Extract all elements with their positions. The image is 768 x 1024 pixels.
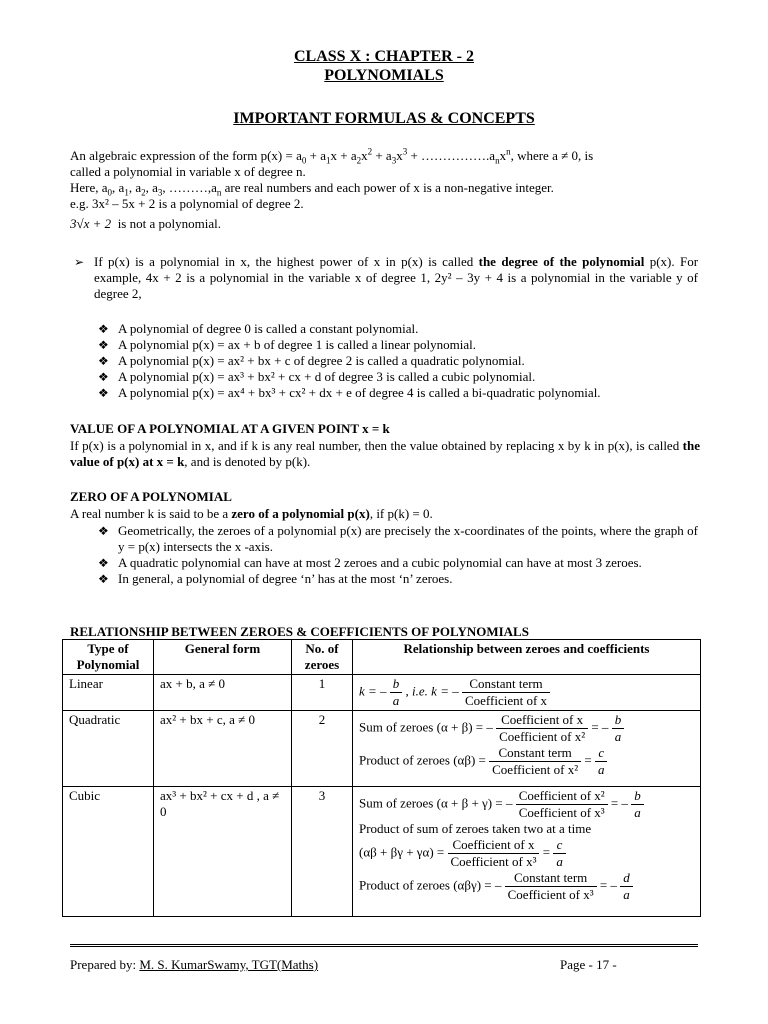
diamond-bullet-icon: ❖ xyxy=(98,572,109,586)
list-item: ❖ A quadratic polynomial can have at most 2 zeroes and a cubic polynomial can have at most 3 zeroes. xyxy=(98,555,642,570)
table-row: Linear ax + b, a ≠ 0 1 k = – $\frac{b}{a}$ , i.e. k = – $\frac{\text{Constant term}}{\text{Coefficient of x}}$ xyxy=(63,675,701,711)
list-item: ❖ In general, a polynomial of degree ‘n’ has at the most ‘n’ zeroes. xyxy=(98,571,453,586)
intro-line-1: An algebraic expression of the form $p(x) = a_0 + a_1x + a_2x^2 + a_3x^3$ + $\dots\dots\dots\dots\dots.a_nx^n$, where a ≠ 0, is xyxy=(70,146,594,166)
list-item: ❖ A polynomial p(x) = ax + b of degree 1 is called a linear polynomial. xyxy=(98,337,476,352)
diamond-bullet-icon: ❖ xyxy=(98,386,109,400)
sqrt-expression: 3√x + 2 xyxy=(70,216,112,231)
intro-line-2: called a polynomial in variable x of degree n. xyxy=(70,164,306,179)
chapter-title: POLYNOMIALS xyxy=(324,67,444,84)
diamond-bullet-icon: ❖ xyxy=(98,354,109,368)
col-relationship: Relationship between zeroes and coefficients xyxy=(353,640,701,675)
relationship-table xyxy=(62,639,701,917)
degree-paragraph: ➢ If p(x) is a polynomial in x, the highest power of x in p(x) is called the degree of the polynomial p(x). For example, 4x + 2 is a polynomial in the variable x of degree 1, 2y² – 3y + 4 is a polynomial in the variable y of degree 2, xyxy=(74,254,699,301)
page-title: CLASS X : CHAPTER - 2 xyxy=(293,48,474,65)
section-title: IMPORTANT FORMULAS & CONCEPTS xyxy=(233,110,535,127)
diamond-bullet-icon: ❖ xyxy=(98,322,109,336)
zero-list xyxy=(98,523,698,587)
diamond-bullet-icon: ❖ xyxy=(98,338,109,352)
author-name: M. S. KumarSwamy, TGT(Maths) xyxy=(139,957,319,972)
value-heading: VALUE OF A POLYNOMIAL AT A GIVEN POINT x = k xyxy=(70,421,390,436)
list-item: ❖ A polynomial p(x) = ax³ + bx² + cx + d of degree 3 is called a cubic polynomial. xyxy=(98,369,536,384)
list-item: ❖ Geometrically, the zeroes of a polynomial p(x) are precisely the x-coordinates of the points, where the graph of y = p(x) intersects the x -axis. xyxy=(98,523,698,554)
footer-prepared: Prepared by: M. S. KumarSwamy, TGT(Maths) xyxy=(70,957,319,972)
degree-list xyxy=(98,321,708,401)
col-form: General form xyxy=(154,640,292,675)
col-type: Type of Polynomial xyxy=(63,640,154,675)
diamond-bullet-icon: ❖ xyxy=(98,370,109,384)
page-number: Page - 17 - xyxy=(560,957,617,972)
arrow-bullet-icon: ➢ xyxy=(74,255,85,269)
zero-definition: A real number k is said to be a zero of a polynomial p(x), if p(k) = 0. xyxy=(70,506,433,521)
zero-heading: ZERO OF A POLYNOMIAL xyxy=(70,489,232,504)
relationship-heading: RELATIONSHIP BETWEEN ZEROES & COEFFICIENTS OF POLYNOMIALS xyxy=(70,624,529,639)
intro-line-3: Here, $a_0$, $a_1$, $a_2$, $a_3$, $\dots\dots\dots,a_n$ are real numbers and each power of x is a non-negative integer. xyxy=(70,180,554,198)
intro-line-4: e.g. 3x² – 5x + 2 is a polynomial of degree 2. xyxy=(70,196,304,211)
intro-paragraph xyxy=(70,148,700,232)
col-zeroes: No. of zeroes xyxy=(292,640,353,675)
list-item: ❖ A polynomial p(x) = ax² + bx + c of degree 2 is called a quadratic polynomial. xyxy=(98,353,525,368)
list-item: ❖ A polynomial p(x) = ax⁴ + bx³ + cx² + dx + e of degree 4 is called a bi-quadratic polynomial. xyxy=(98,385,601,400)
diamond-bullet-icon: ❖ xyxy=(98,524,109,538)
value-paragraph: If p(x) is a polynomial in x, and if k is any real number, then the value obtained by replacing x by k in p(x), is called the value of p(x) at x = k, and is denoted by p(k). xyxy=(70,438,700,469)
diamond-bullet-icon: ❖ xyxy=(98,556,109,570)
table-row: Quadratic ax² + bx + c, a ≠ 0 2 Sum of zeroes (α + β) = – $\frac{\text{Coefficient of x}}{\text{Coefficient of x²}}$ = – $\frac{b}{a}$ Product of zeroes (αβ) = $\frac{\text{Constant term}}{\text{Coefficient of x²}}$ = $\frac{c}{a}$ xyxy=(63,711,701,787)
table-header-row xyxy=(63,640,701,675)
list-item: ❖ A polynomial of degree 0 is called a constant polynomial. xyxy=(98,321,419,336)
footer-divider xyxy=(70,944,698,947)
intro-line-5: 3√x + 2 is not a polynomial. xyxy=(70,216,221,231)
table-row: Cubic ax³ + bx² + cx + d , a ≠ 0 3 Sum of zeroes (α + β + γ) = – $\frac{\text{Coefficient of x²}}{\text{Coefficient of x³}}$ = – $\frac{b}{a}$ Product of sum of zeroes taken two at a time (αβ + βγ + γα) = $\frac{\text{Coefficient of x}}{\text{Coefficient of x³}}$ = $\frac{c}{a}$ Product of zeroes (αβγ) = – $\frac{\text{Constant term}}{\text{Coefficient of x³}}$ = – $\frac{d}{a}$ xyxy=(63,787,701,917)
